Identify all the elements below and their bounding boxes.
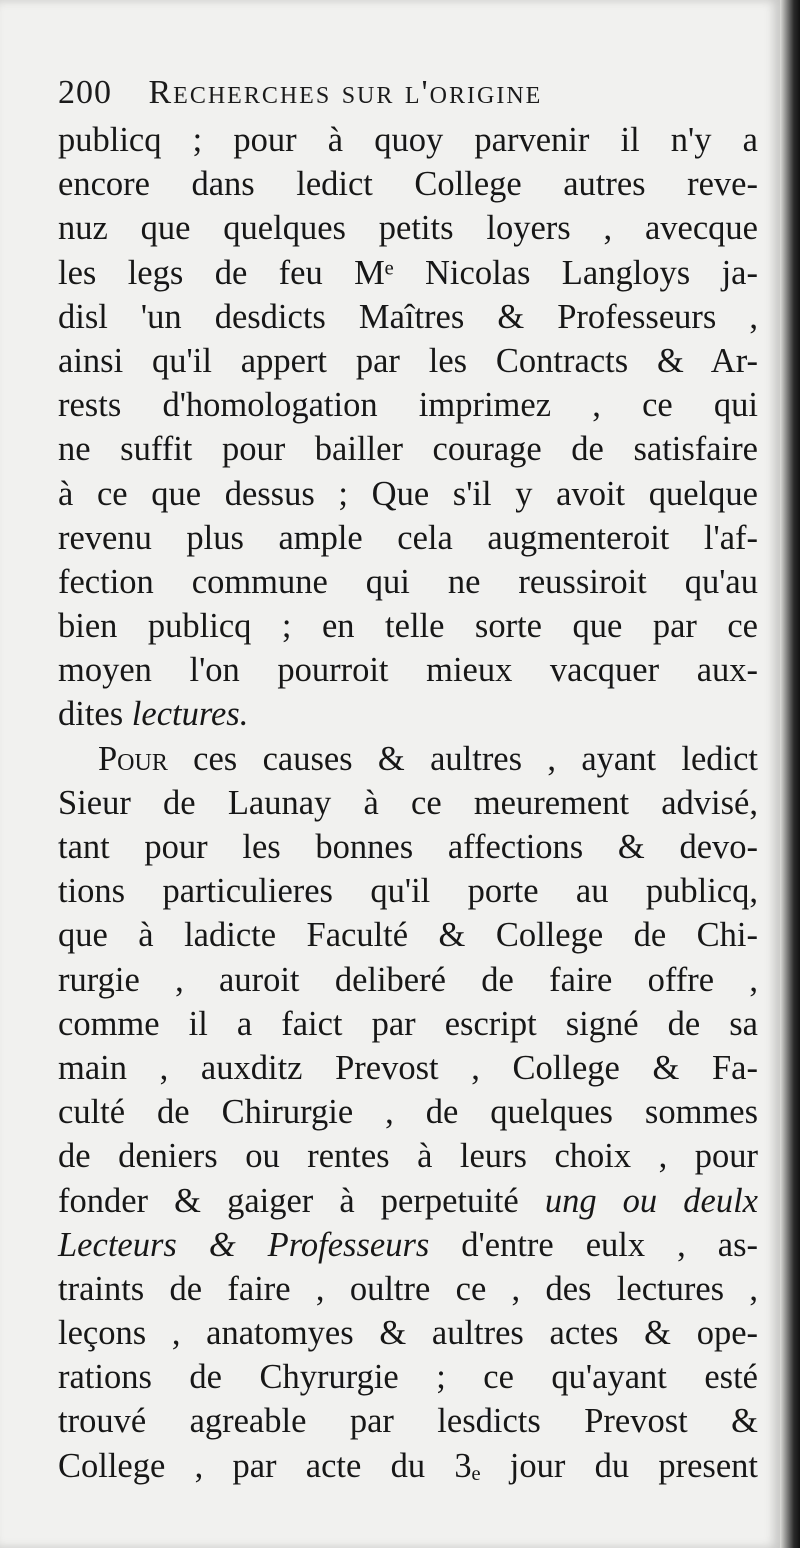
text-line: revenu plus ample cela augmenteroit l'af- — [58, 518, 758, 557]
text-line: encore dans ledict College autres reve- — [58, 165, 758, 204]
page-header — [58, 74, 758, 112]
text-run: ces causes & aultres , ayant ledict — [167, 739, 758, 778]
text-line: rests d'homologation imprimez , ce qui — [58, 386, 758, 425]
text-line — [58, 1179, 758, 1223]
smallcaps-run: Pour — [98, 739, 168, 778]
text-line: Sieur de Launay à ce meurement advisé, — [58, 783, 758, 822]
body-text — [58, 118, 758, 1488]
italic-run: Lecteurs & Professeurs — [58, 1225, 430, 1264]
text-line: ainsi qu'il appert par les Contracts & Ar- — [58, 341, 758, 380]
text-line: publicq ; pour à quoy parvenir il n'y a — [58, 121, 758, 159]
text-line: rurgie , auroit deliberé de faire offre , — [58, 960, 758, 999]
text-line: bien publicq ; en telle sorte que par ce — [58, 607, 758, 646]
text-line: tant pour les bonnes affections & devo- — [58, 828, 758, 866]
text-line: tions particulieres qu'il porte au publicq, — [58, 872, 758, 911]
paragraph-start — [58, 737, 758, 781]
text-line: traints de faire , oultre ce , des lectures , — [58, 1269, 758, 1308]
italic-run: ung ou deulx — [544, 1181, 758, 1220]
text-line: main , auxditz Prevost , College & Fa- — [58, 1048, 758, 1087]
text-line — [58, 692, 758, 736]
text-line: disl 'un desdicts Maîtres & Professeurs , — [58, 297, 758, 336]
text-line: à ce que dessus ; Que s'il y avoit quelque — [58, 474, 758, 513]
text-line: fection commune qui ne reussiroit qu'au — [58, 562, 758, 601]
running-title: Recherches sur l'origine — [148, 74, 543, 111]
text-line: leçons , anatomyes & aultres actes & ope- — [58, 1314, 758, 1353]
text-line: College , par acte du 3ₑ jour du present — [58, 1446, 758, 1485]
text-line: comme il a faict par escript signé de sa — [58, 1004, 758, 1043]
italic-run: lectures. — [131, 695, 249, 734]
text-line: que à ladicte Faculté & College de Chi- — [58, 916, 758, 955]
text-run: d'entre eulx , as- — [429, 1225, 758, 1264]
text-line: ne suffit pour bailler courage de satisfaire — [58, 430, 758, 469]
text-line: de deniers ou rentes à leurs choix , pour — [58, 1137, 758, 1176]
page-edge-shadow — [780, 0, 800, 1548]
page-number: 200 — [58, 74, 112, 111]
text-run: fonder & gaiger à perpetuité — [58, 1181, 545, 1220]
text-line — [58, 1223, 758, 1267]
text-run: dites — [58, 695, 132, 734]
text-line: trouvé agreable par lesdicts Prevost & — [58, 1402, 758, 1441]
text-line: moyen l'on pourroit mieux vacquer aux- — [58, 651, 758, 690]
text-line: culté de Chirurgie , de quelques sommes — [58, 1093, 758, 1132]
text-line: les legs de feu Mᵉ Nicolas Langloys ja- — [58, 253, 758, 292]
text-line: nuz que quelques petits loyers , avecque — [58, 209, 758, 248]
text-line: rations de Chyrurgie ; ce qu'ayant esté — [58, 1358, 758, 1397]
